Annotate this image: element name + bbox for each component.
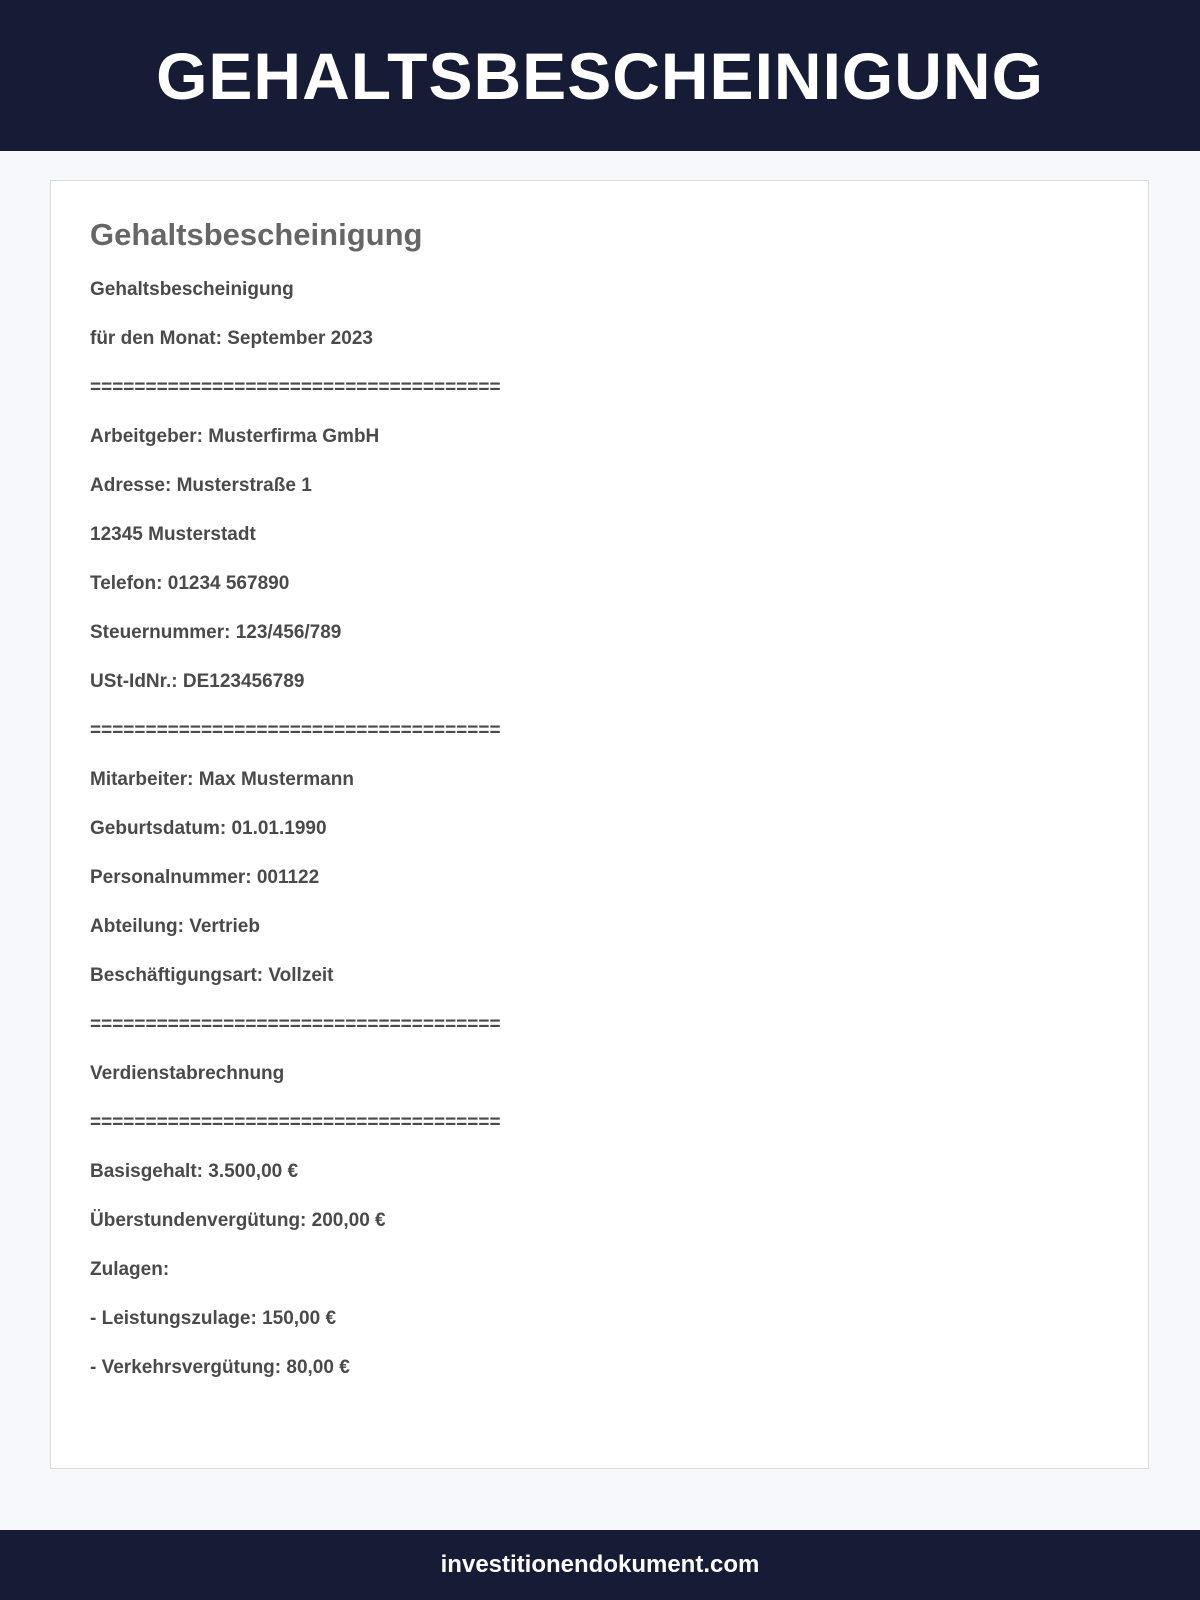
document-line: - Verkehrsvergütung: 80,00 € [90, 1357, 350, 1378]
document-line: Abteilung: Vertrieb [90, 916, 260, 937]
separator-line: ===================================== [90, 1112, 501, 1133]
document-line: Geburtsdatum: 01.01.1990 [90, 818, 327, 839]
document-line: für den Monat: September 2023 [90, 328, 373, 349]
page-header [0, 0, 1200, 151]
header-title: GEHALTSBESCHEINIGUNG [156, 38, 1044, 113]
document-line: Beschäftigungsart: Vollzeit [90, 965, 334, 986]
document-line: Gehaltsbescheinigung [90, 279, 294, 300]
document-line: Zulagen: [90, 1259, 170, 1280]
footer-site-link[interactable]: investitionendokument.com [440, 1551, 760, 1578]
page-footer [0, 1530, 1200, 1600]
document-line: USt-IdNr.: DE123456789 [90, 671, 305, 692]
document-card [50, 180, 1149, 1469]
document-line: Verdienstabrechnung [90, 1063, 285, 1084]
document-line: Telefon: 01234 567890 [90, 573, 290, 594]
document-line: 12345 Musterstadt [90, 524, 256, 545]
document-line: Adresse: Musterstraße 1 [90, 475, 312, 496]
document-line: Steuernummer: 123/456/789 [90, 622, 342, 643]
separator-line: ===================================== [90, 377, 501, 398]
document-line: Überstundenvergütung: 200,00 € [90, 1210, 386, 1231]
separator-line: ===================================== [90, 1014, 501, 1035]
document-line: Personalnummer: 001122 [90, 867, 320, 888]
document-heading: Gehaltsbescheinigung [90, 217, 423, 252]
document-lines [90, 279, 501, 1406]
document-line: - Leistungszulage: 150,00 € [90, 1308, 337, 1329]
separator-line: ===================================== [90, 720, 501, 741]
document-line: Basisgehalt: 3.500,00 € [90, 1161, 299, 1182]
document-line: Arbeitgeber: Musterfirma GmbH [90, 426, 380, 447]
document-line: Mitarbeiter: Max Mustermann [90, 769, 354, 790]
